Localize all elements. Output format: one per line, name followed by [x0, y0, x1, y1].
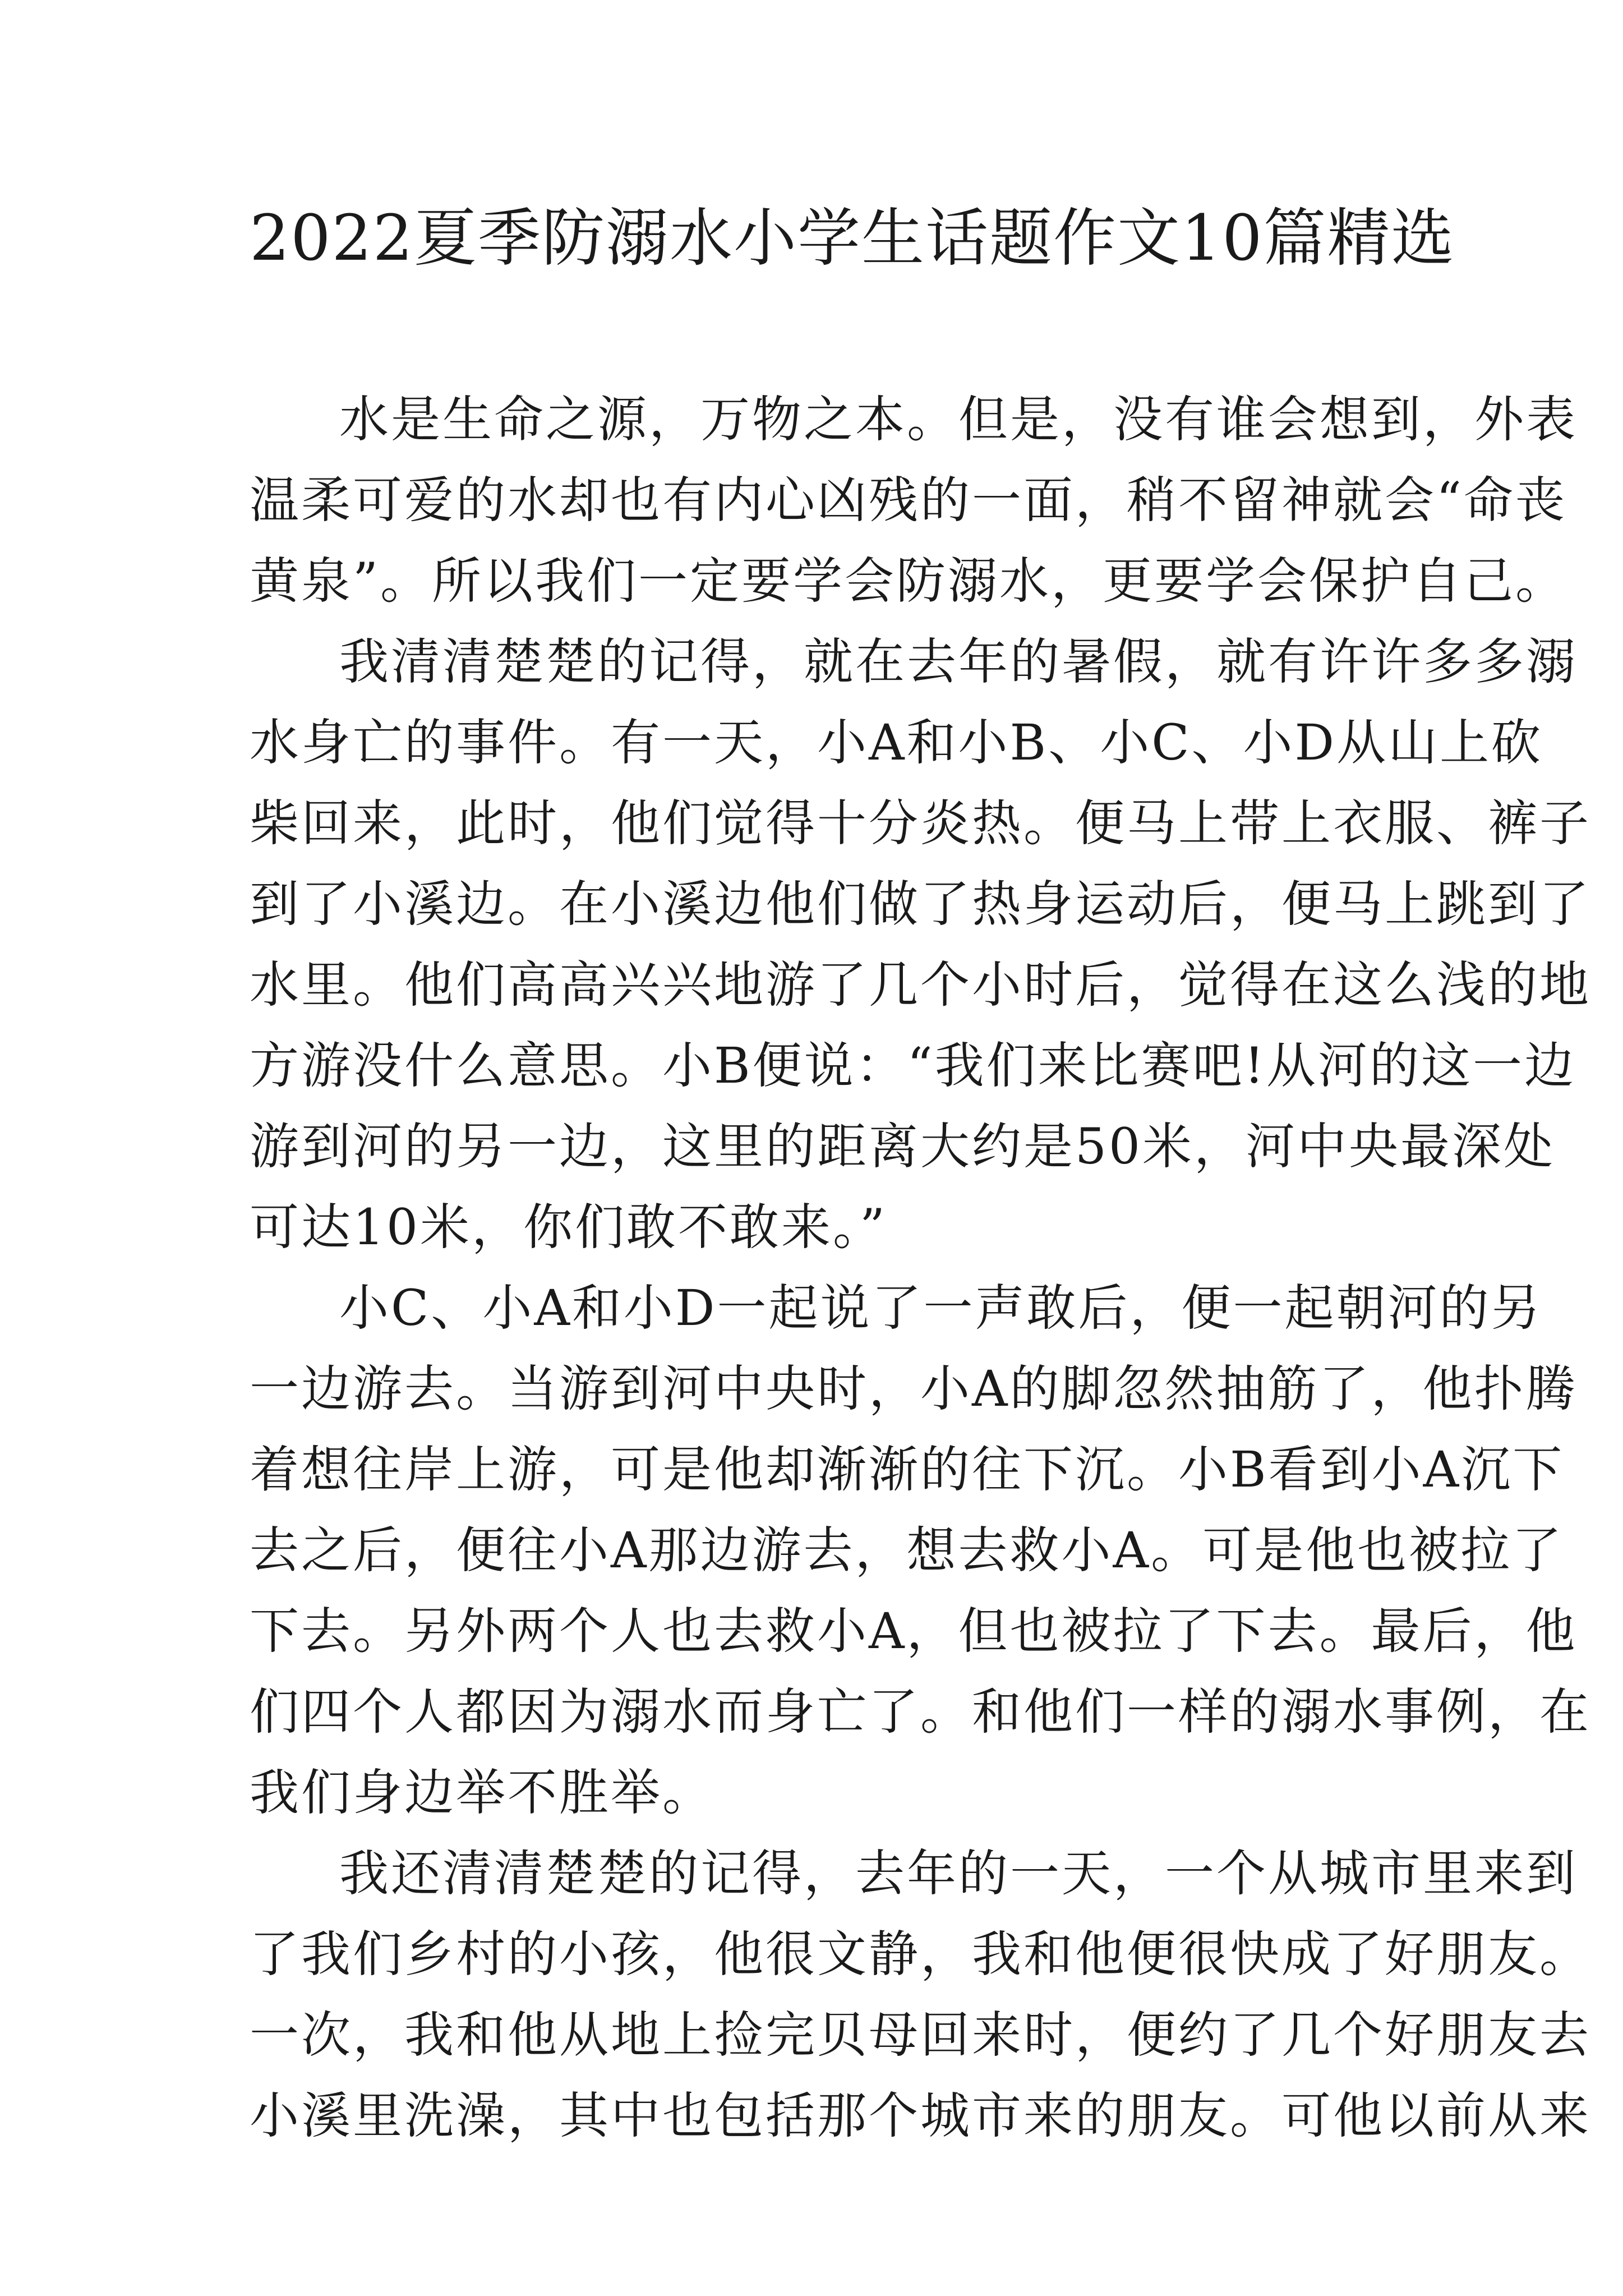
- paragraph-line: 一边游去。当游到河中央时，小A的脚忽然抽筋了，他扑腾: [250, 1360, 1578, 1418]
- document-body: [250, 379, 1592, 2156]
- paragraph-line: 黄泉”。所以我们一定要学会防溺水，更要学会保护自己。: [250, 552, 1567, 610]
- paragraph-line: 游到河的另一边，这里的距离大约是50米，河中央最深处: [250, 1117, 1555, 1175]
- paragraph-line: 水是生命之源，万物之本。但是，没有谁会想到，外表: [339, 390, 1578, 448]
- paragraph-line: 水里。他们高高兴兴地游了几个小时后，觉得在这么浅的地: [250, 956, 1592, 1014]
- paragraph-line: 水身亡的事件。有一天，小A和小B、小C、小D从山上砍: [250, 714, 1543, 771]
- paragraph-line: 到了小溪边。在小溪边他们做了热身运动后，便马上跳到了: [250, 875, 1592, 933]
- paragraph-line: 我们身边举不胜举。: [250, 1764, 714, 1821]
- paragraph-line: 们四个人都因为溺水而身亡了。和他们一样的溺水事例，在: [250, 1683, 1592, 1741]
- paragraph-line: 下去。另外两个人也去救小A，但也被拉了下去。最后，他: [250, 1602, 1578, 1660]
- paragraph-1: [250, 379, 1578, 622]
- paragraph-line: 方游没什么意思。小B便说：“我们来比赛吧!从河的这一边: [250, 1037, 1576, 1094]
- paragraph-line: 着想往岸上游，可是他却渐渐的往下沉。小B看到小A沉下: [250, 1441, 1565, 1498]
- paragraph-line: 小溪里洗澡，其中也包括那个城市来的朋友。可他以前从来: [250, 2087, 1592, 2145]
- paragraph-line: 了我们乡村的小孩，他很文静，我和他便很快成了好朋友。: [250, 1925, 1592, 1983]
- paragraph-2: [250, 622, 1592, 1268]
- paragraph-line: 温柔可爱的水却也有内心凶残的一面，稍不留神就会“命丧: [250, 471, 1567, 529]
- paragraph-line: 小C、小A和小D一起说了一声敢后，便一起朝河的另: [339, 1279, 1543, 1337]
- paragraph-4: [250, 1833, 1592, 2156]
- paragraph-line: 我清清楚楚的记得，就在去年的暑假，就有许许多多溺: [339, 633, 1578, 691]
- paragraph-line: 柴回来，此时，他们觉得十分炎热。便马上带上衣服、裤子: [250, 794, 1592, 852]
- paragraph-line: 去之后，便往小A那边游去，想去救小A。可是他也被拉了: [250, 1521, 1564, 1579]
- paragraph-3: [250, 1268, 1592, 1833]
- paragraph-line: 我还清清楚楚的记得，去年的一天，一个从城市里来到: [339, 1844, 1578, 1902]
- paragraph-line: 一次，我和他从地上捡完贝母回来时，便约了几个好朋友去: [250, 2006, 1592, 2064]
- paragraph-line: 可达10米，你们敢不敢来。”: [250, 1198, 887, 1256]
- document-title: 2022夏季防溺水小学生话题作文10篇精选: [250, 202, 1455, 275]
